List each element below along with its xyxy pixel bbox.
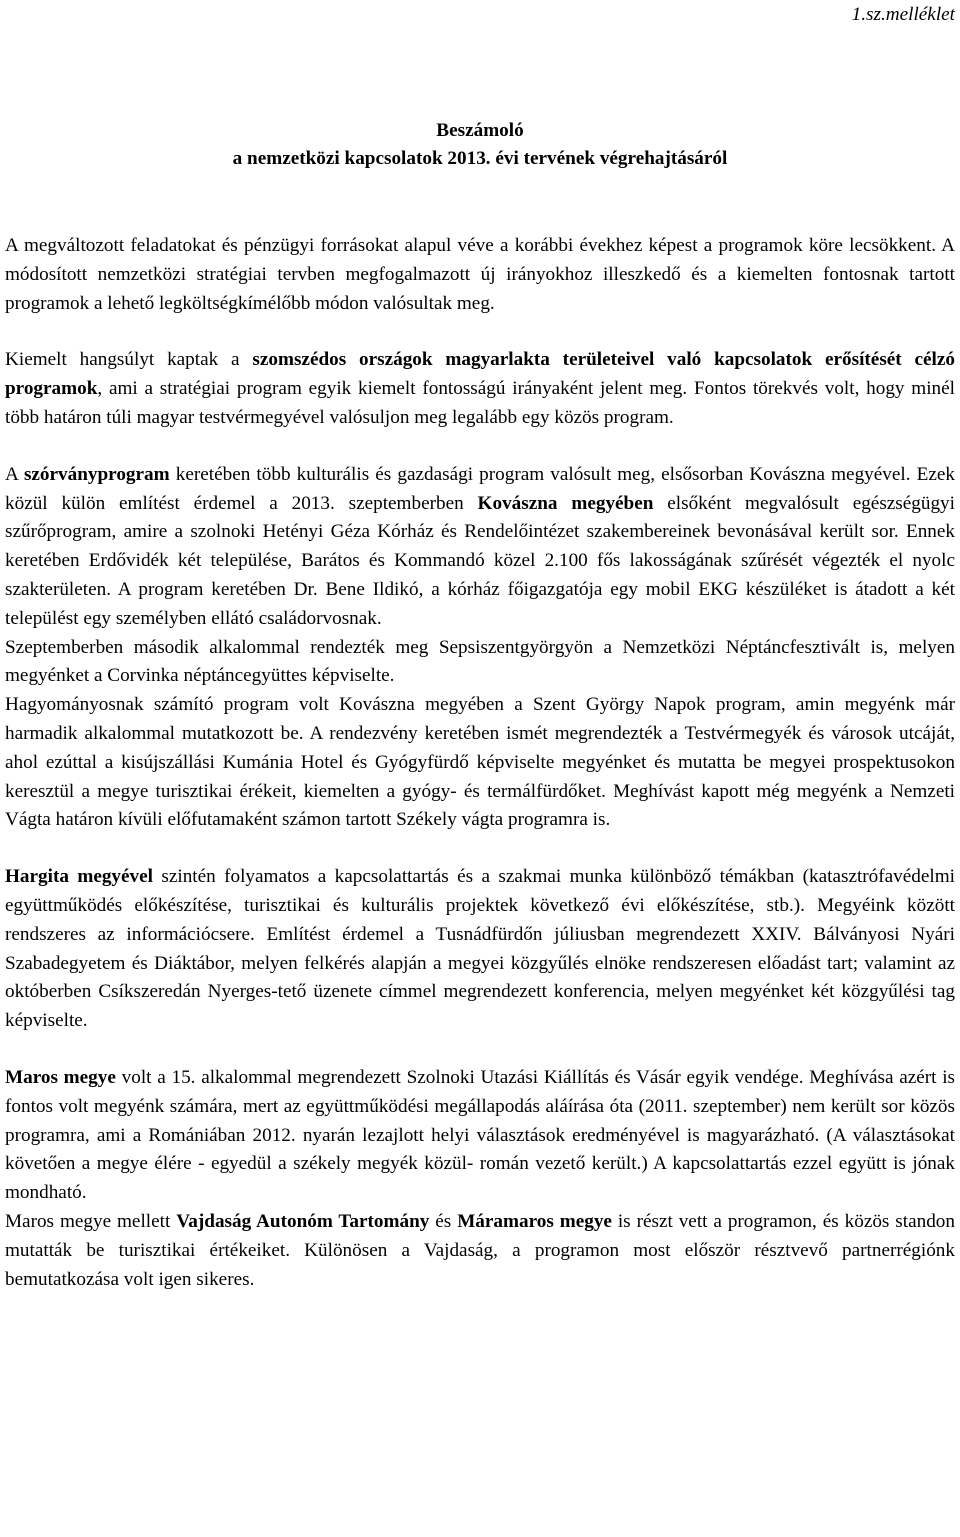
text-run: volt a 15. alkalommal megrendezett Szolnoki Utazási Kiállítás és Vásár egyik vendége. Meghívása azért is fontos volt megyénk számára, mert az együttműködési megállapodás aláírása óta (2011. szeptember) nem került sor közös programra, ami a Romániában 2012. nyarán lezajlott helyi választások eredményével is magyarázható. (A választásokat követően a megye élére - egyedül a székely megyék közül- román vezető került.) A kapcsolattartás ezzel együtt is jónak mondható. bbox=[5, 1066, 956, 1204]
paragraph-dance-festival: Szeptemberben második alkalommal rendezték meg Sepsiszentgyörgyön a Nemzetközi Néptáncfesztivált is, melyen megyénket a Corvinka néptáncegyüttes képviselte. bbox=[5, 636, 955, 687]
paragraph-maros bbox=[5, 1064, 955, 1208]
emphasis-kovaszna: Kovászna megyében bbox=[477, 492, 654, 514]
emphasis-maros: Maros megye bbox=[5, 1066, 116, 1088]
paragraph-neighbours bbox=[5, 346, 955, 432]
paragraph-diaspora bbox=[5, 461, 955, 634]
paragraph-vojvodina bbox=[5, 1208, 955, 1294]
text-run: is részt vett a programon, és közös standon mutatták be turisztikai értékeiket. Különösen a Vajdaság, a programon most először résztvevő partnerrégiónk bemutatkozása volt igen sikeres. bbox=[5, 1210, 955, 1290]
title-line-2: a nemzetközi kapcsolatok 2013. évi tervének végrehajtásáról bbox=[232, 148, 728, 169]
text-run: elsőként megvalósult egészségügyi szűrőprogram, amire a szolnoki Hetényi Géza Kórház és Rendelőintézet szakembereinek bevonásával került sor. Ennek keretében Erdővidék két települése, Barátos és Kommandó közel 2.100 fős lakosságának szűrését végezték el nyolc szakterületen. A program keretében Dr. Bene Ildikó, a kórház főigazgatója egy mobil EKG készüléket is átadott a két települést egy személyben ellátó családorvosnak. bbox=[5, 492, 955, 629]
text-run: keretében több kulturális és gazdasági program valósult meg, elsősorban Kovászna megyével. Ezek közül külön említést érdemel a 2013. szeptemberben bbox=[5, 463, 955, 514]
title-line-1: Beszámoló bbox=[436, 120, 524, 141]
emphasis-szorvanyprogram: szórványprogram bbox=[23, 463, 170, 485]
document-title bbox=[5, 117, 955, 173]
text-run: Maros megye mellett bbox=[5, 1210, 177, 1232]
document-page bbox=[5, 0, 955, 1294]
annex-label: 1.sz.melléklet bbox=[851, 4, 955, 25]
emphasis-vojvodina: Vajdaság Autonóm Tartomány bbox=[176, 1210, 430, 1232]
paragraph-saint-george-days: Hagyományosnak számító program volt Kovászna megyében a Szent György Napok program, amin megyénk már harmadik alkalommal mutatkozott be. A rendezvény keretében ismét megrendezték a Testvérmegyék és városok utcáját, ahol ezúttal a kisújszállási Kumánia Hotel és Gyógyfürdő képviselte megyénket és mutatta be megyei prospektusokon keresztül a megye turisztikai érékeit, kiemelten a gyógy- és termálfürdőket. Meghívást kapott még megyénk a Nemzeti Vágta határon kívüli előfutamaként számon tartott Székely vágta programra is. bbox=[5, 694, 955, 831]
paragraph-hargita bbox=[5, 863, 955, 1036]
emphasis-neighbour-programs: szomszédos országok magyarlakta területeivel való kapcsolatok erősítését célzó programok bbox=[5, 349, 955, 400]
text-run: , ami a stratégiai program egyik kiemelt fontosságú irányaként jelent meg. Fontos törekvés volt, hogy minél több határon túli magyar testvérmegyével valósuljon meg legalább egy közös program. bbox=[5, 378, 955, 428]
paragraph-intro: A megváltozott feladatokat és pénzügyi forrásokat alapul véve a korábbi évekhez képest a programok köre lecsökkent. A módosított nemzetközi stratégiai tervben megfogalmazott új irányokhoz illeszkedő és a kiemelten fontosnak tartott programok a lehető legköltségkímélőbb módon valósultak meg. bbox=[5, 235, 955, 314]
text-run: Kiemelt hangsúlyt kaptak a bbox=[5, 349, 253, 371]
text-run: A bbox=[5, 463, 24, 485]
text-run: és bbox=[429, 1210, 458, 1232]
text-run: szintén folyamatos a kapcsolattartás és a szakmai munka különböző témákban (katasztrófavédelmi együttműködés előkészítése, turisztikai és kulturális projektek következő évi előkészítése, stb.). Megyéink között rendszeres az információcsere. Említést érdemel a Tusnádfürdőn júliusban megrendezett XXIV. Bálványosi Nyári Szabadegyetem és Diáktábor, melyen felkérés alapján a megyei közgyűlés elnöke rendszeresen előadást tart; valamint az októberben Csíkszeredán Nyerges-tető üzenete címmel megrendezett konferencia, melyen megyénket két közgyűlési tag képviselte. bbox=[5, 866, 955, 1032]
emphasis-maramures: Máramaros megye bbox=[457, 1210, 612, 1232]
emphasis-hargita: Hargita megyével bbox=[5, 866, 153, 888]
